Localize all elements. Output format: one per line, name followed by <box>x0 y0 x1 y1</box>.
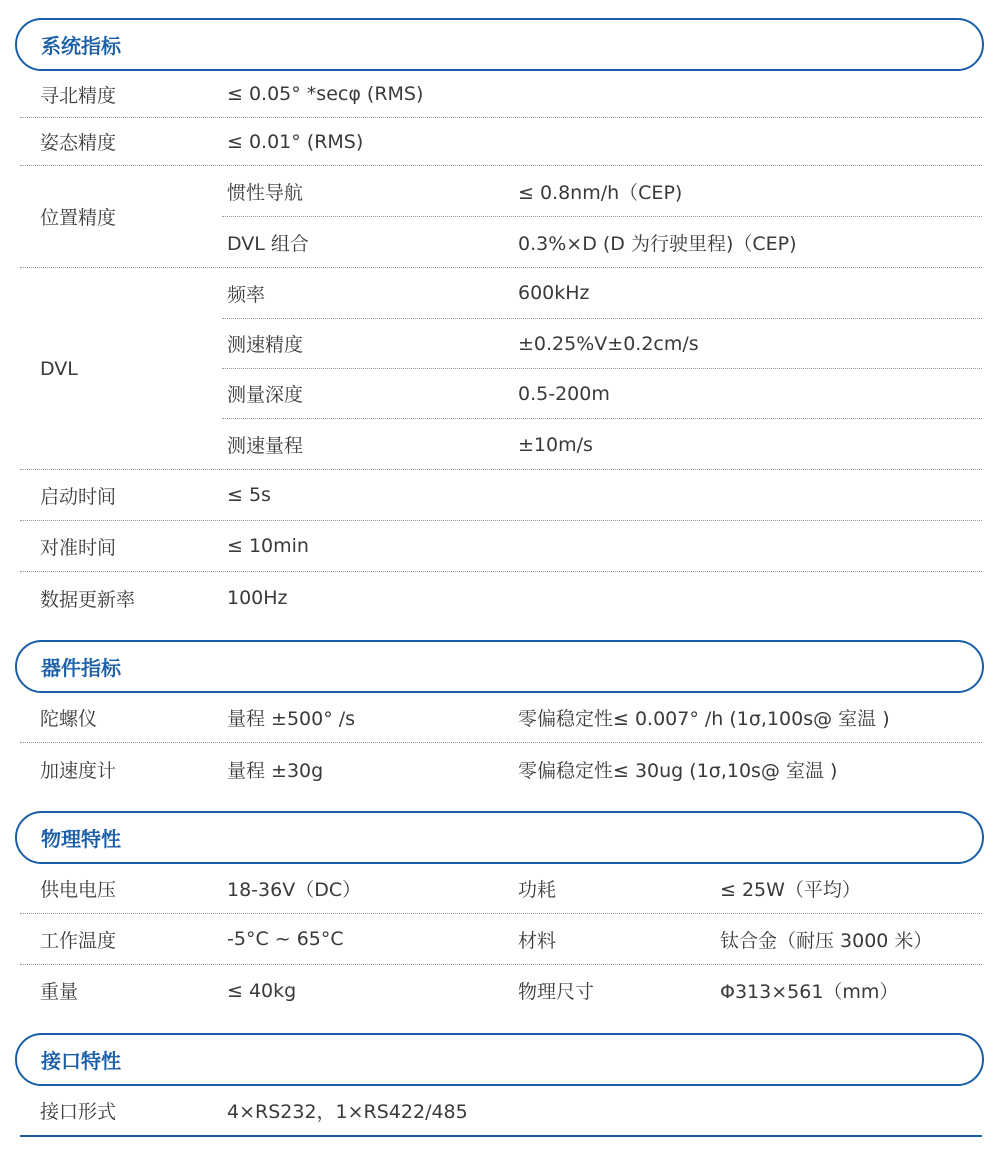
sub-value: 0.5-200m <box>518 382 610 405</box>
spec-row <box>20 864 982 914</box>
spec-label: 姿态精度 <box>40 132 117 154</box>
spec-row <box>20 470 982 521</box>
spec-label: 功耗 <box>518 879 557 901</box>
sub-label: 惯性导航 <box>227 181 304 204</box>
spec-label: 对准时间 <box>40 536 117 559</box>
spec-value: ≤ 25W（平均） <box>720 879 861 901</box>
spec-label: 启动时间 <box>40 485 117 508</box>
sub-value: 600kHz <box>518 282 590 304</box>
spec-value: 4×RS232，1×RS422/485 <box>227 1101 468 1123</box>
section-header-system <box>15 18 984 71</box>
spec-value: -5°C ~ 65°C <box>227 928 344 950</box>
spec-value: 100Hz <box>227 587 288 609</box>
spec-label: DVL <box>40 357 78 380</box>
sub-row <box>222 319 982 369</box>
spec-value: Φ313×561（mm） <box>720 981 899 1003</box>
section-title: 系统指标 <box>41 34 121 58</box>
sub-row <box>222 419 982 470</box>
sub-label: 测速量程 <box>227 435 304 457</box>
sub-label: DVL 组合 <box>227 233 309 255</box>
spec-label: 重量 <box>40 981 79 1003</box>
spec-label: 工作温度 <box>40 929 117 952</box>
spec-label: 供电电压 <box>40 879 117 901</box>
sub-value: ±0.25%V±0.2cm/s <box>518 332 699 355</box>
spec-label: 位置精度 <box>40 207 117 229</box>
spec-label: 物理尺寸 <box>518 981 595 1003</box>
spec-label: 材料 <box>518 929 557 952</box>
sub-label: 测量深度 <box>227 384 304 406</box>
spec-group-dvl <box>20 268 982 470</box>
spec-value: 钛合金（耐压 3000 米） <box>720 929 933 952</box>
spec-label: 数据更新率 <box>40 588 136 611</box>
section-header-interface <box>15 1033 984 1086</box>
spec-group-position <box>20 166 982 268</box>
spec-row <box>20 521 982 572</box>
spec-row <box>20 914 982 965</box>
spec-row <box>20 965 982 1016</box>
spec-stability: 零偏稳定性≤ 30ug (1σ,10s@ 室温 ) <box>518 759 838 782</box>
spec-label: 加速度计 <box>40 759 117 782</box>
spec-label: 接口形式 <box>40 1101 117 1123</box>
spec-row <box>20 693 982 743</box>
spec-label: 陀螺仪 <box>40 708 98 730</box>
spec-row <box>20 743 982 795</box>
section-title: 接口特性 <box>41 1049 121 1073</box>
sub-row <box>222 166 982 217</box>
sub-value: ±10m/s <box>518 433 593 456</box>
sub-value: ≤ 0.8nm/h（CEP) <box>518 181 683 204</box>
spec-range: 量程 ±500° /s <box>227 708 356 730</box>
spec-value: ≤ 40kg <box>227 979 297 1002</box>
spec-range: 量程 ±30g <box>227 759 324 782</box>
section-title: 物理特性 <box>41 827 121 851</box>
section-title: 器件指标 <box>41 656 121 680</box>
sub-label: 频率 <box>227 283 266 306</box>
spec-value: ≤ 0.05° *secφ (RMS) <box>227 83 424 105</box>
spec-value: 18-36V（DC） <box>227 879 362 901</box>
spec-label: 寻北精度 <box>40 84 117 107</box>
spec-row <box>20 572 982 624</box>
section-header-device <box>15 640 984 693</box>
spec-row <box>20 1086 982 1137</box>
spec-value: ≤ 0.01° (RMS) <box>227 130 364 153</box>
sub-value: 0.3%×D (D 为行驶里程)（CEP) <box>518 233 797 255</box>
sub-row <box>222 369 982 419</box>
spec-stability: 零偏稳定性≤ 0.007° /h (1σ,100s@ 室温 ) <box>518 708 890 730</box>
section-header-physical <box>15 811 984 864</box>
spec-row <box>20 71 982 118</box>
spec-value: ≤ 5s <box>227 484 271 506</box>
spec-row <box>20 118 982 166</box>
spec-value: ≤ 10min <box>227 535 309 557</box>
sub-row <box>222 268 982 319</box>
sub-label: 测速精度 <box>227 334 304 356</box>
sub-row <box>222 217 982 268</box>
